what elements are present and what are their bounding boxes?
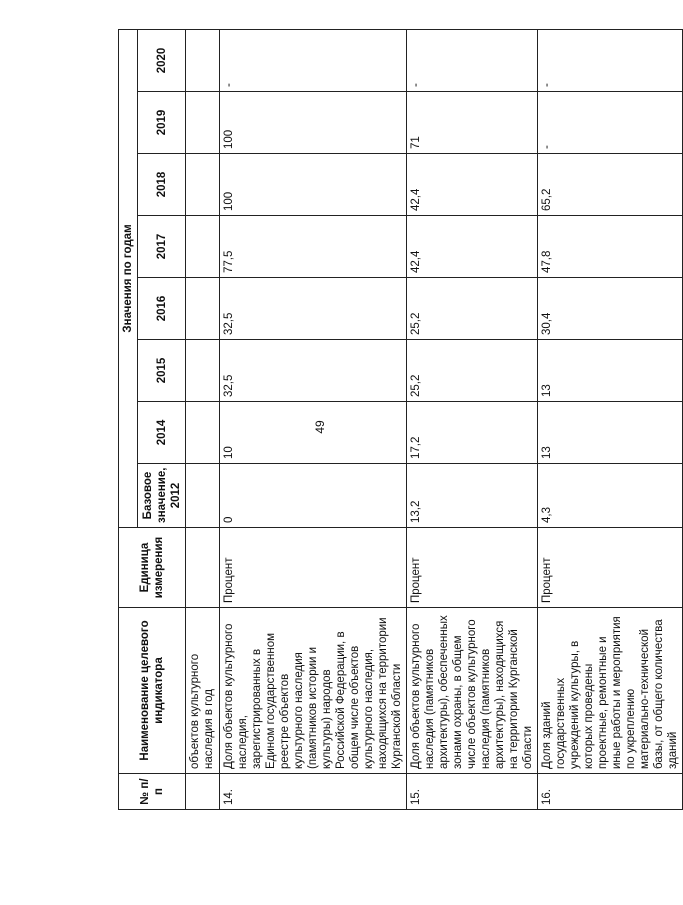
cell-value: 32,5	[220, 340, 407, 402]
cell-value: 30,4	[538, 278, 683, 340]
cell-unit: Процент	[407, 528, 538, 608]
header-year: 2015	[138, 340, 186, 402]
table-row	[538, 29, 683, 809]
cell-value	[186, 154, 220, 216]
cell-unit: Процент	[538, 528, 683, 608]
indicator-table	[118, 29, 683, 810]
cell-base	[186, 464, 220, 528]
table-row	[220, 29, 407, 809]
cell-value: -	[538, 29, 683, 91]
page-number: 49	[313, 420, 327, 434]
header-year: 2017	[138, 216, 186, 278]
header-name: Наименование целевого индикатора	[119, 608, 186, 774]
cell-base: 13,2	[407, 464, 538, 528]
cell-value: -	[538, 92, 683, 154]
cell-value: 65,2	[538, 154, 683, 216]
cell-value: 100	[220, 154, 407, 216]
cell-value: 13	[538, 340, 683, 402]
cell-value: 71	[407, 92, 538, 154]
table-row	[407, 29, 538, 809]
header-num: № п/п	[119, 774, 186, 810]
header-year: 2018	[138, 154, 186, 216]
cell-base: 0	[220, 464, 407, 528]
cell-value: 13	[538, 402, 683, 464]
header-year: 2019	[138, 92, 186, 154]
cell-value: 10	[220, 402, 407, 464]
cell-value: 100	[220, 92, 407, 154]
cell-unit	[186, 528, 220, 608]
cell-unit: Процент	[220, 528, 407, 608]
cell-num	[186, 774, 220, 810]
cell-value: -	[407, 29, 538, 91]
cell-name: объектов культурного наследия в год	[186, 608, 220, 774]
cell-value: 25,2	[407, 340, 538, 402]
header-year: 2014	[138, 402, 186, 464]
cell-value: -	[220, 29, 407, 91]
cell-value: 42,4	[407, 154, 538, 216]
cell-value	[186, 92, 220, 154]
cell-name: Доля объектов культурного наследия (памятников архитектуры), обеспеченных зонами охраны, в общем числе объектов культурного наследия (памятников архитектуры), находящихся на территории Курганской области	[407, 608, 538, 774]
cell-value	[186, 29, 220, 91]
cell-value: 47,8	[538, 216, 683, 278]
cell-value: 42,4	[407, 216, 538, 278]
cell-value	[186, 278, 220, 340]
cell-num: 15.	[407, 774, 538, 810]
cell-value	[186, 340, 220, 402]
header-unit: Единица измерения	[119, 528, 186, 608]
cell-value	[186, 402, 220, 464]
cell-value: 25,2	[407, 278, 538, 340]
rotated-table-wrapper	[118, 30, 679, 810]
cell-name: Доля зданий государственных учреждений культуры, в которых проведены проектные, ремонтные и иные работы и мероприятия по укреплению материально-технической базы, от общего количества зданий	[538, 608, 683, 774]
cell-value: 17,2	[407, 402, 538, 464]
cell-num: 14.	[220, 774, 407, 810]
header-year: 2020	[138, 29, 186, 91]
cell-value	[186, 216, 220, 278]
table-row-continuation	[186, 29, 220, 809]
header-base: Базовое значение, 2012	[138, 464, 186, 528]
header-year: 2016	[138, 278, 186, 340]
cell-name: Доля объектов культурного наследия, зарегистрированных в Едином государственном реестре объектов культурного наследия (памятников истории и культуры) народов Российской Федерации, в общем числе объектов культурного наследия, находящихся на территории Курганской области	[220, 608, 407, 774]
cell-num: 16.	[538, 774, 683, 810]
header-values-group: Значения по годам	[119, 29, 138, 527]
cell-base: 4,3	[538, 464, 683, 528]
cell-value: 77,5	[220, 216, 407, 278]
cell-value: 32,5	[220, 278, 407, 340]
